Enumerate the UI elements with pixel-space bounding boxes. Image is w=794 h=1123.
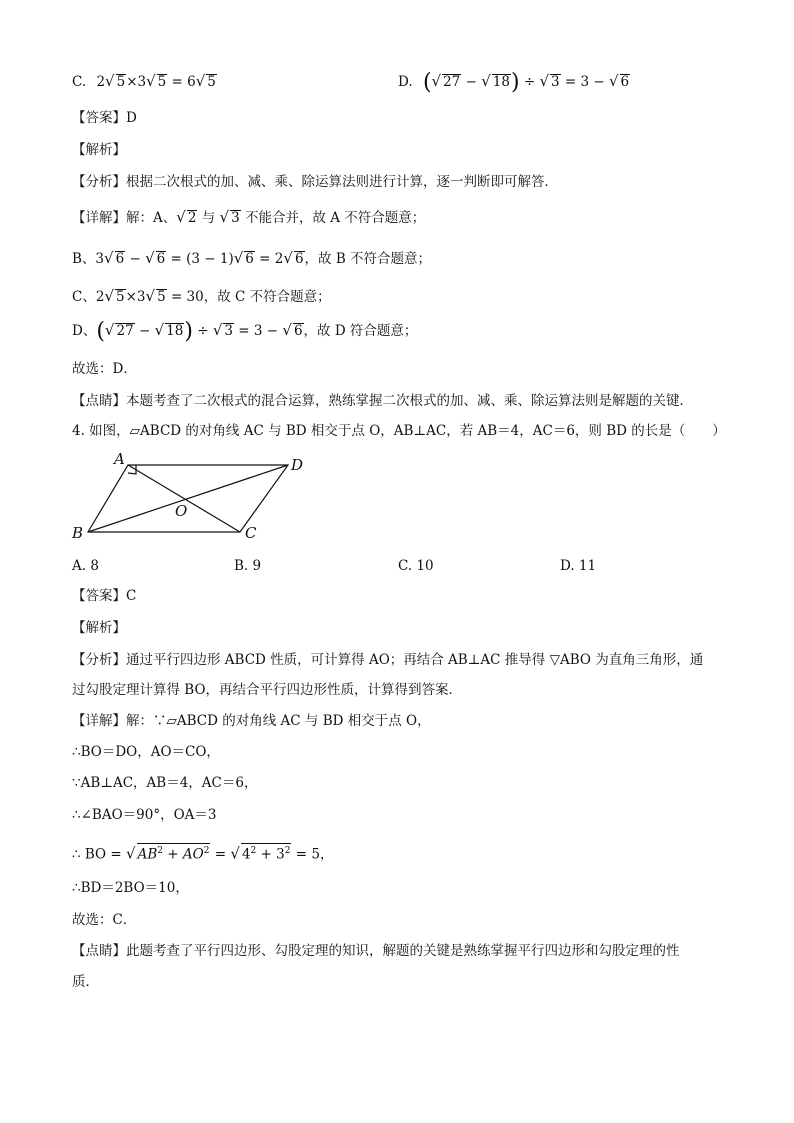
q4-detail-6: ∴BD＝2BO＝10，	[72, 880, 189, 896]
q3-detail-c: C、2√ 5×3√ 5 = 30，故 C 不符合题意；	[72, 287, 331, 305]
q4-dianjing-2: 质．	[72, 974, 99, 990]
q4-fenxi-2: 过勾股定理计算得 BO，再结合平行四边形性质，计算得到答案．	[72, 682, 463, 698]
q4-stem	[72, 421, 726, 441]
parallelogram-figure	[70, 448, 330, 548]
text: ∴ BO =	[72, 846, 122, 863]
prev-option-d	[398, 71, 630, 93]
q4-detail-1: 【详解】解：∵▱ABCD 的对角线 AC 与 BD 相交于点 O，	[72, 713, 431, 729]
q3-fenxi: 【分析】根据二次根式的加、减、乘、除运算法则进行计算，逐一判断即可解答．	[72, 174, 558, 190]
q4-choice: 故选：C．	[72, 912, 137, 928]
text: B、	[72, 251, 96, 267]
text: ▱ABCD 的对角线 AC 与 BD 相交于点 O，AB⊥AC，若 AB＝4，AC＝6，则 BD 的长是（ ）	[129, 423, 726, 439]
q4-option-b: B. 9	[234, 558, 262, 574]
text: 与	[201, 210, 216, 226]
text: 【详解】解：A、	[72, 210, 177, 226]
q4-option-c: C. 10	[398, 558, 434, 574]
math-expression: (√ 27 − √ 18) ÷ √ 3 = 3 − √ 6	[422, 70, 630, 95]
diagonal-ac	[128, 465, 240, 532]
q3-analysis-title: 【解析】	[72, 142, 126, 158]
text: 4. 如图，	[72, 423, 130, 439]
q3-answer: 【答案】D	[72, 110, 137, 126]
q3-detail-d: D、(√ 27 − √ 18) ÷ √ 3 = 3 − √ 6，故 D 符合题意；	[72, 319, 418, 344]
q3-detail-a: 【详解】解：A、√ 2 与 √ 3 不能合并，故 A 不符合题意；	[72, 208, 426, 226]
option-label: C.	[72, 74, 87, 90]
q3-dianjing: 【点睛】本题考查了二次根式的混合运算，熟练掌握二次根式的加、减、乘、除运算法则是解题的关键．	[72, 393, 693, 409]
text: ，故 D 符合题意；	[303, 323, 418, 339]
text: ，故 B 不符合题意；	[304, 251, 432, 267]
prev-option-c	[72, 71, 217, 92]
label-o: O	[175, 502, 188, 520]
q4-detail-4: ∴∠BAO＝90°，OA＝3	[72, 807, 217, 823]
q4-detail-3: ∵AB⊥AC，AB＝4，AC＝6，	[72, 775, 258, 791]
q4-option-a: A. 8	[72, 558, 99, 574]
text: C、	[72, 289, 96, 305]
q4-detail-2: ∴BO＝DO，AO＝CO，	[72, 744, 220, 760]
q4-option-d: D. 11	[560, 558, 597, 574]
text: ，故 C 不符合题意；	[203, 289, 331, 305]
q4-answer: 【答案】C	[72, 588, 137, 604]
label-d: D	[291, 456, 304, 474]
diagonal-bd	[88, 465, 288, 532]
q4-analysis-title: 【解析】	[72, 620, 126, 636]
option-label: D.	[398, 74, 413, 90]
label-a: A	[114, 450, 125, 468]
label-c: C	[245, 524, 257, 542]
q3-choice: 故选：D．	[72, 361, 137, 377]
q4-dianjing-1: 【点睛】此题考查了平行四边形、勾股定理的知识，解题的关键是熟练掌握平行四边形和勾股定理的性	[72, 943, 680, 959]
math-expression: 2√ 5×3√ 5 = 6√ 5	[96, 72, 216, 90]
text: D、	[72, 323, 97, 339]
q3-detail-b: B、3√ 6 − √ 6 = (3 − 1)√ 6 = 2√ 6，故 B 不符合题意；	[72, 249, 432, 267]
q4-detail-5: ∴ BO = √ $AB^2 + AO^2$ = √ $4^2 + 3^2 = 5$，	[72, 844, 334, 863]
text: 不能合并，故 A 不符合题意；	[244, 210, 426, 226]
label-b: B	[72, 524, 84, 542]
q4-fenxi-1: 【分析】通过平行四边形 ABCD 性质，可计算得 AO；再结合 AB⊥AC 推导得 ▽ABO 为直角三角形，通	[72, 652, 704, 668]
